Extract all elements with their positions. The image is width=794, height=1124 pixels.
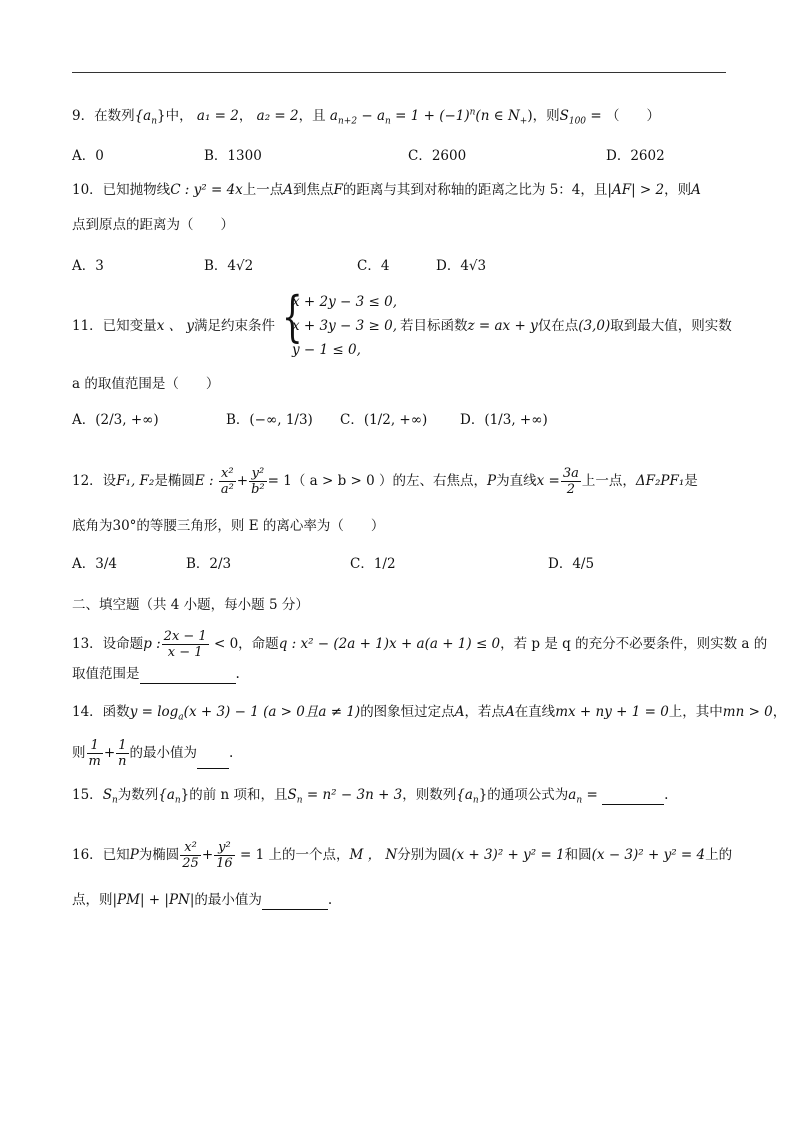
q15-answer-blank[interactable] xyxy=(602,790,664,805)
q11-option-a: A．(2/3, +∞) xyxy=(72,412,159,428)
q11-option-b: B．(−∞, 1/3) xyxy=(226,412,313,428)
question-12-stem: 12．设F₁, F₂是椭圆E : $\frac{\text{x²}}{\text{a²}}$ + $\frac{\text{y²}}{\text{b²}}$ = 1（ a > b > 0 ）的左、右焦点，P为直线x = $\frac{3a}{2}$ 上一点，ΔF₂PF₁是 xyxy=(72,466,698,497)
q11-option-c: C．(1/2, +∞) xyxy=(340,412,428,428)
q10-option-d: D．4√3 xyxy=(436,258,487,274)
q12-option-b: B．2/3 xyxy=(186,556,232,572)
q10-option-a: A．3 xyxy=(72,258,104,274)
constraint-3: y − 1 ≤ 0, xyxy=(292,342,361,358)
q9-option-d: D．2602 xyxy=(606,148,665,164)
q12-option-d: D．4/5 xyxy=(548,556,595,572)
question-13-line2: 取值范围是 . xyxy=(72,666,240,682)
question-11-stem-left: 11．已知变量x 、 y满足约束条件 xyxy=(72,318,276,334)
q9-option-b: B．1300 xyxy=(204,148,262,164)
q14-answer-blank[interactable] xyxy=(197,754,229,769)
q10-option-b: B．4√2 xyxy=(204,258,254,274)
question-9-stem: 9．在数列$\{a_n\}$中， a₁ = 2， a₂ = 2，且 $a_{n+2} - a_n = 1 + (-1)^n(n$ ∈ $N_+$)，则$S_{100}$ = （ ） xyxy=(72,107,660,127)
question-12-line2: 底角为30°的等腰三角形，则 E 的离心率为（ ） xyxy=(72,518,385,534)
question-15-stem: 15．$S_n$为数列$\{a_n\}$的前 n 项和，且$S_n = n^2 - 3n + 3$，则数列$\{a_n\}$的通项公式为$a_n$ = . xyxy=(72,787,669,806)
q13-answer-blank[interactable] xyxy=(140,669,236,684)
q11-option-d: D．(1/3, +∞) xyxy=(460,412,548,428)
q9-option-a: A．0 xyxy=(72,148,104,164)
question-13-stem: 13．设命题p : $\frac{2x - 1}{x - 1}$ < 0，命题q : x² − (2a + 1)x + a(a + 1) ≤ 0，若 p 是 q 的充分不必要条件，则实数 a 的 xyxy=(72,629,768,660)
question-10-line2: 点到原点的距离为（ ） xyxy=(72,217,234,233)
q12-option-a: A．3/4 xyxy=(72,556,117,572)
question-14-stem: 14．函数$y = \log_a(x + 3) - 1$ (a > 0且a ≠ 1)的图象恒过定点A，若点A在直线mx + ny + 1 = 0上，其中mn > 0， xyxy=(72,704,787,723)
question-16-line2: 点，则|PM| + |PN|的最小值为 . xyxy=(72,892,333,908)
header-rule xyxy=(72,72,726,73)
question-16-stem: 16．已知P为椭圆 $\frac{\text{x²}}{25}$ + $\frac{\text{y²}}{16}$ = 1 上的一个点，M ， N分别为圆(x + 3)² + y² = 1和圆(x − 3)² + y² = 4上的 xyxy=(72,840,733,871)
question-11-line2: a 的取值范围是（ ） xyxy=(72,376,220,392)
constraint-2: x + 3y − 3 ≥ 0, xyxy=(292,318,397,334)
q9-option-c: C．2600 xyxy=(408,148,467,164)
q12-option-c: C．1/2 xyxy=(350,556,396,572)
q16-answer-blank[interactable] xyxy=(262,895,328,910)
section-2-heading: 二、填空题（共 4 小题，每小题 5 分） xyxy=(72,597,309,613)
question-14-line2: 则 $\frac{1}{m}$ + $\frac{1}{n}$ 的最小值为 . xyxy=(72,738,234,769)
q10-option-c: C．4 xyxy=(357,258,390,274)
question-10-stem: 10．已知抛物线C : y² = 4x上一点A到焦点F的距离与其到对称轴的距离之比为 5：4，且|AF| > 2，则A xyxy=(72,182,701,198)
question-11-stem-right: 若目标函数z = ax + y仅在点(3,0)取到最大值，则实数 xyxy=(400,318,732,334)
constraint-1: x + 2y − 3 ≤ 0, xyxy=(292,294,397,310)
constraint-brace: { xyxy=(282,285,303,348)
